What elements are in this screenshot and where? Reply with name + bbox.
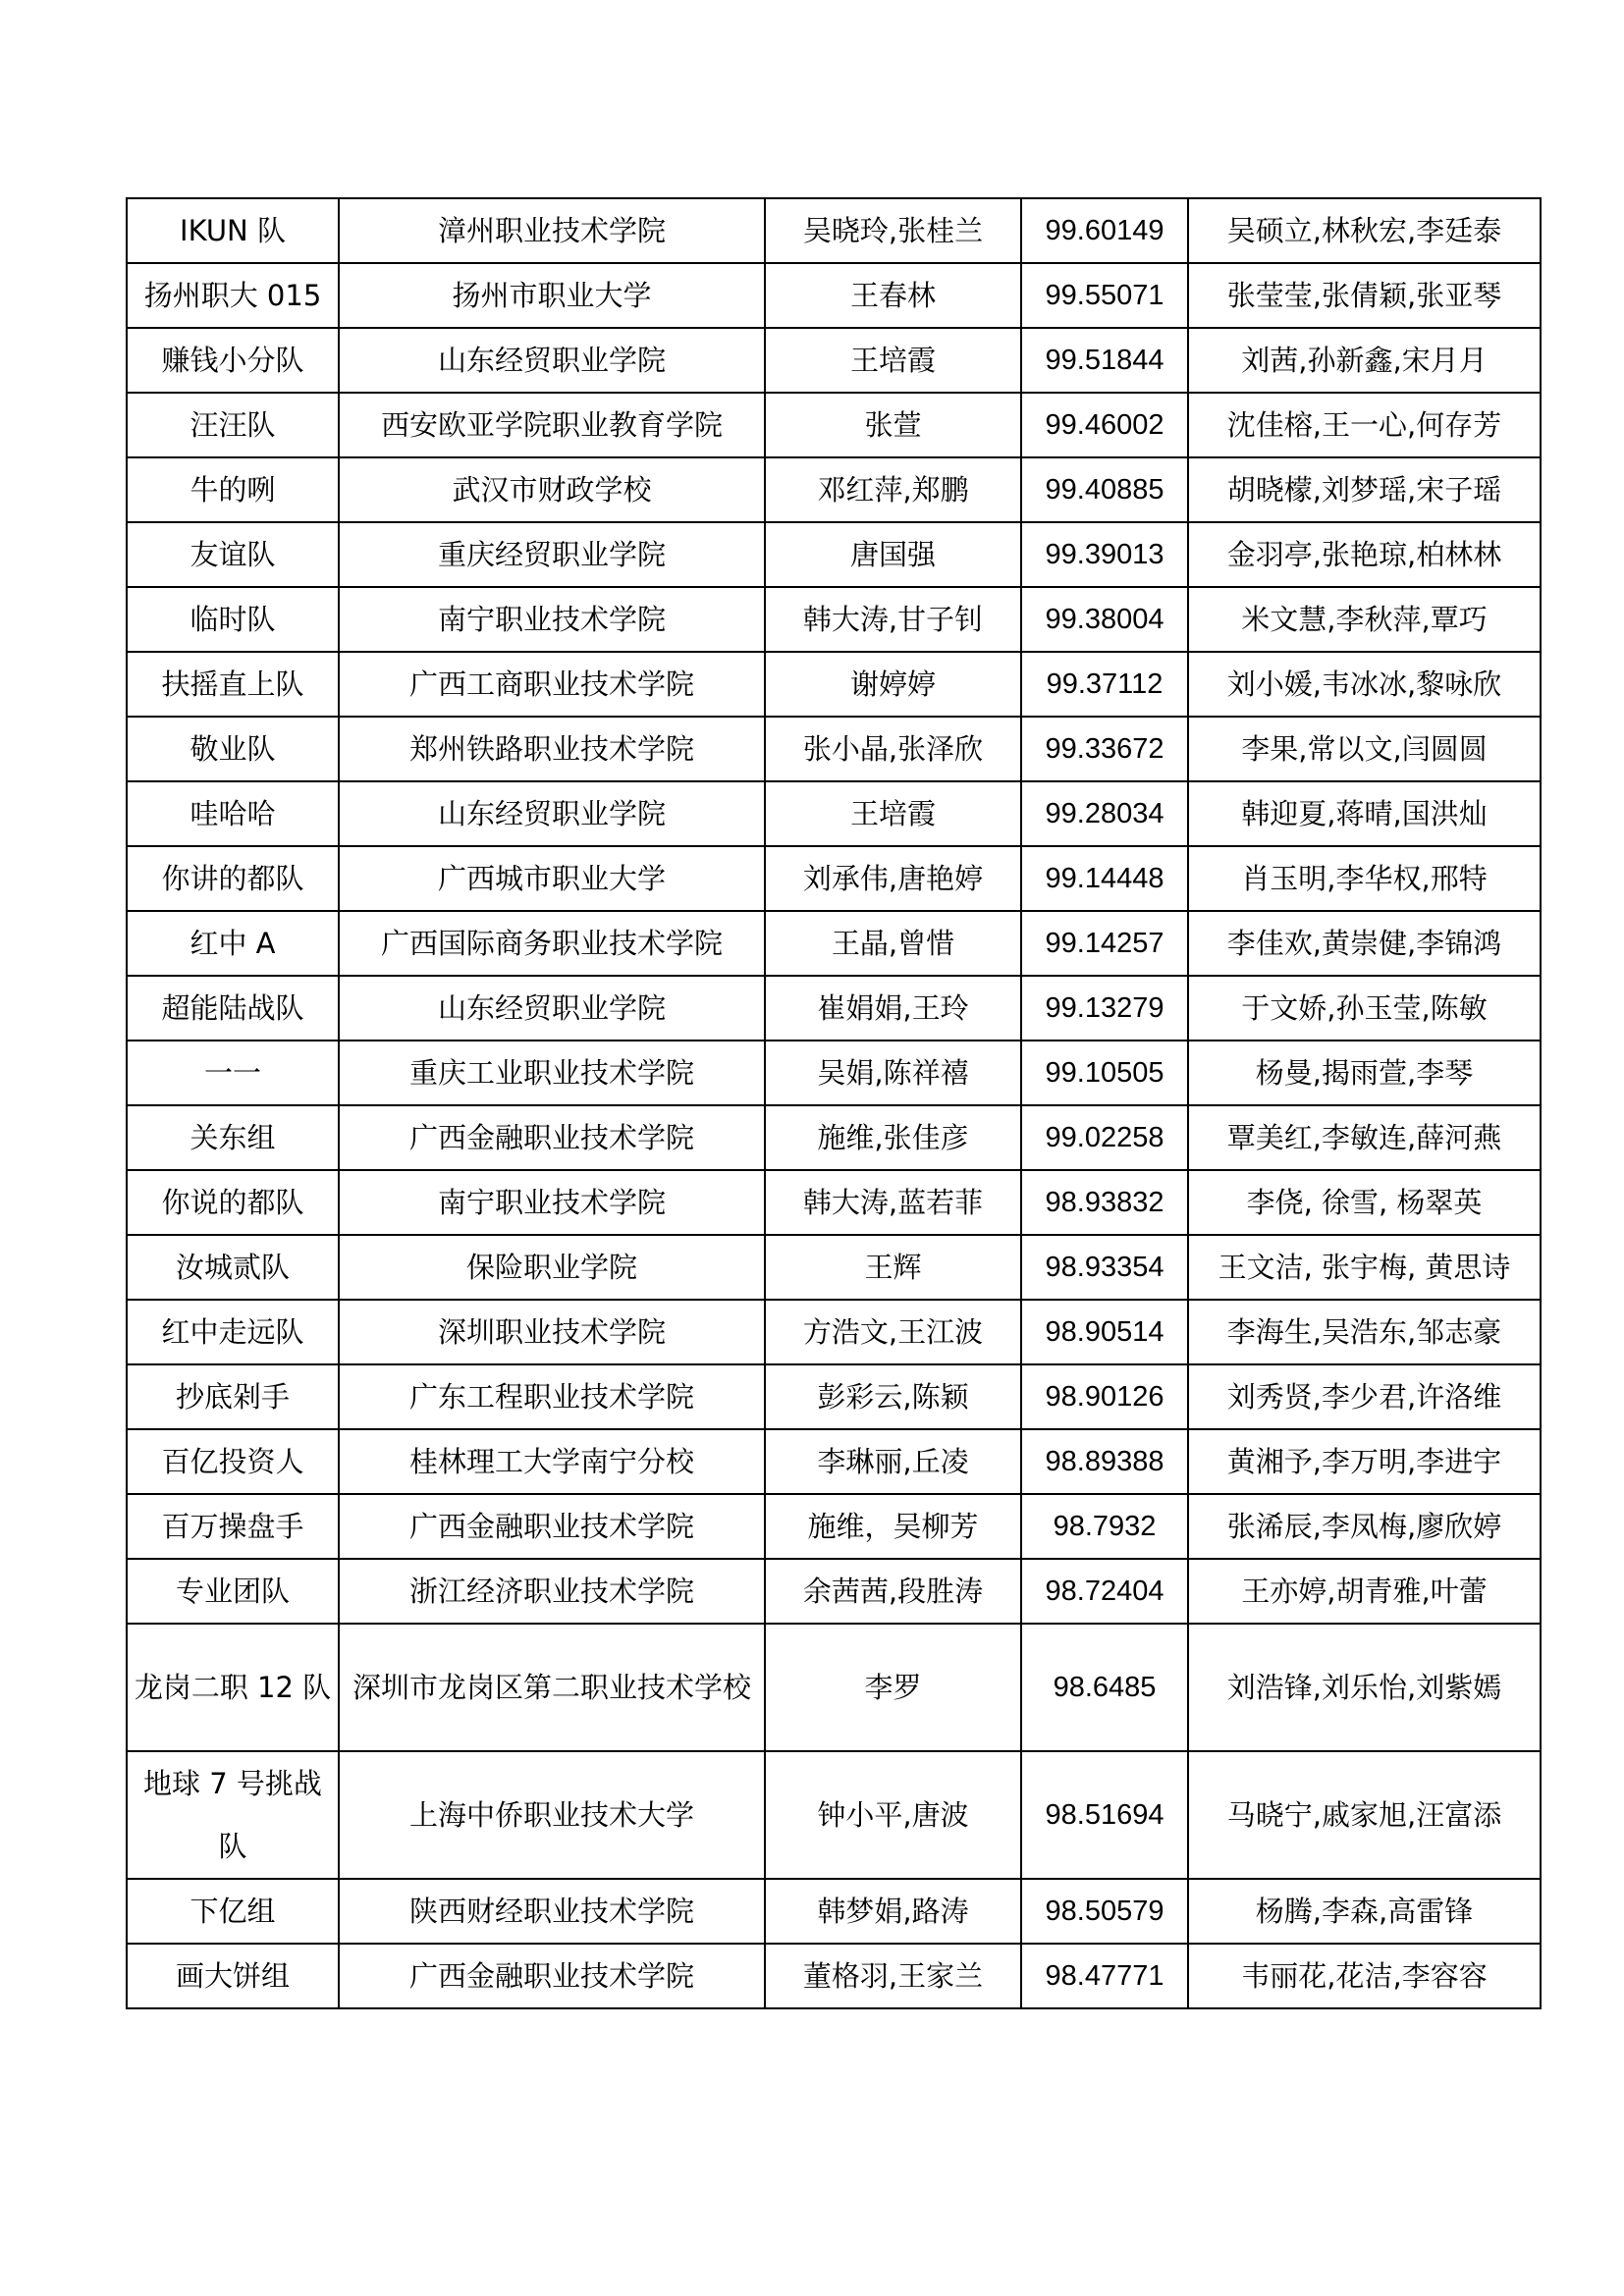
table-row [127, 1624, 1541, 1751]
score-cell: 99.33672 [1021, 717, 1188, 781]
team-name-cell: 临时队 [127, 587, 339, 652]
table-row [127, 393, 1541, 457]
table-row [127, 1429, 1541, 1494]
score-cell: 98.93354 [1021, 1235, 1188, 1300]
school-cell: 广西金融职业技术学院 [339, 1944, 765, 2008]
members-cell: 李佳欢,黄崇健,李锦鸿 [1188, 911, 1541, 976]
score-cell: 99.10505 [1021, 1041, 1188, 1105]
table-row [127, 976, 1541, 1041]
table-row [127, 198, 1541, 263]
score-cell: 99.02258 [1021, 1105, 1188, 1170]
team-name-cell: 汝城贰队 [127, 1235, 339, 1300]
team-name-cell: 画大饼组 [127, 1944, 339, 2008]
school-cell: 广西工商职业技术学院 [339, 652, 765, 717]
team-name-cell: 汪汪队 [127, 393, 339, 457]
members-cell: 韩迎夏,蒋晴,国洪灿 [1188, 781, 1541, 846]
teacher-cell: 王晶,曾惜 [765, 911, 1021, 976]
teacher-cell: 李罗 [765, 1624, 1021, 1751]
members-cell: 胡晓檬,刘梦瑶,宋子瑶 [1188, 457, 1541, 522]
school-cell: 广东工程职业技术学院 [339, 1364, 765, 1429]
table-row [127, 1235, 1541, 1300]
score-cell: 99.51844 [1021, 328, 1188, 393]
team-name-cell: 你讲的都队 [127, 846, 339, 911]
team-name-cell: 哇哈哈 [127, 781, 339, 846]
score-cell: 99.37112 [1021, 652, 1188, 717]
members-cell: 刘茜,孙新鑫,宋月月 [1188, 328, 1541, 393]
score-cell: 98.6485 [1021, 1624, 1188, 1751]
school-cell: 深圳职业技术学院 [339, 1300, 765, 1364]
score-cell: 99.28034 [1021, 781, 1188, 846]
teacher-cell: 王辉 [765, 1235, 1021, 1300]
school-cell: 重庆工业职业技术学院 [339, 1041, 765, 1105]
team-name-cell: 超能陆战队 [127, 976, 339, 1041]
school-cell: 南宁职业技术学院 [339, 587, 765, 652]
table-row [127, 522, 1541, 587]
teacher-cell: 彭彩云,陈颖 [765, 1364, 1021, 1429]
table-row [127, 457, 1541, 522]
score-cell: 98.51694 [1021, 1751, 1188, 1879]
score-cell: 98.47771 [1021, 1944, 1188, 2008]
table-row [127, 1300, 1541, 1364]
teacher-cell: 邓红萍,郑鹏 [765, 457, 1021, 522]
team-name-cell: 友谊队 [127, 522, 339, 587]
members-cell: 王亦婷,胡青雅,叶蕾 [1188, 1559, 1541, 1624]
school-cell: 广西国际商务职业技术学院 [339, 911, 765, 976]
team-name-cell: 赚钱小分队 [127, 328, 339, 393]
members-cell: 覃美红,李敏连,薛河燕 [1188, 1105, 1541, 1170]
school-cell: 山东经贸职业学院 [339, 328, 765, 393]
team-name-cell: 专业团队 [127, 1559, 339, 1624]
team-name-cell: 你说的都队 [127, 1170, 339, 1235]
score-cell: 98.90514 [1021, 1300, 1188, 1364]
table-row [127, 1170, 1541, 1235]
teacher-cell: 韩大涛,甘子钊 [765, 587, 1021, 652]
score-cell: 99.60149 [1021, 198, 1188, 263]
school-cell: 浙江经济职业技术学院 [339, 1559, 765, 1624]
teacher-cell: 钟小平,唐波 [765, 1751, 1021, 1879]
teacher-cell: 崔娟娟,王玲 [765, 976, 1021, 1041]
team-name-cell: 百亿投资人 [127, 1429, 339, 1494]
table-row [127, 1041, 1541, 1105]
members-cell: 李海生,吴浩东,邹志豪 [1188, 1300, 1541, 1364]
school-cell: 上海中侨职业技术大学 [339, 1751, 765, 1879]
school-cell: 广西城市职业大学 [339, 846, 765, 911]
teacher-cell: 吴娟,陈祥禧 [765, 1041, 1021, 1105]
team-name-cell: 红中 A [127, 911, 339, 976]
score-cell: 99.14448 [1021, 846, 1188, 911]
results-table [126, 197, 1542, 2009]
team-name-cell: 牛的咧 [127, 457, 339, 522]
teacher-cell: 张萱 [765, 393, 1021, 457]
score-cell: 98.7932 [1021, 1494, 1188, 1559]
table-row [127, 717, 1541, 781]
members-cell: 刘秀贤,李少君,许洛维 [1188, 1364, 1541, 1429]
teacher-cell: 李琳丽,丘凌 [765, 1429, 1021, 1494]
school-cell: 深圳市龙岗区第二职业技术学校 [339, 1624, 765, 1751]
table-row [127, 911, 1541, 976]
school-cell: 保险职业学院 [339, 1235, 765, 1300]
teacher-cell: 吴晓玲,张桂兰 [765, 198, 1021, 263]
teacher-cell: 王培霞 [765, 781, 1021, 846]
teacher-cell: 施维，吴柳芳 [765, 1494, 1021, 1559]
members-cell: 杨曼,揭雨萱,李琴 [1188, 1041, 1541, 1105]
teacher-cell: 王培霞 [765, 328, 1021, 393]
members-cell: 李果,常以文,闫圆圆 [1188, 717, 1541, 781]
members-cell: 肖玉明,李华权,邢特 [1188, 846, 1541, 911]
members-cell: 马晓宁,戚家旭,汪富添 [1188, 1751, 1541, 1879]
school-cell: 广西金融职业技术学院 [339, 1105, 765, 1170]
teacher-cell: 王春林 [765, 263, 1021, 328]
teacher-cell: 余茜茜,段胜涛 [765, 1559, 1021, 1624]
school-cell: 山东经贸职业学院 [339, 976, 765, 1041]
members-cell: 杨腾,李森,高雷锋 [1188, 1879, 1541, 1944]
table-row [127, 1364, 1541, 1429]
team-name-cell: 下亿组 [127, 1879, 339, 1944]
team-name-cell: 扶摇直上队 [127, 652, 339, 717]
members-cell: 吴硕立,林秋宏,李廷泰 [1188, 198, 1541, 263]
members-cell: 韦丽花,花洁,李容容 [1188, 1944, 1541, 2008]
school-cell: 西安欧亚学院职业教育学院 [339, 393, 765, 457]
school-cell: 陕西财经职业技术学院 [339, 1879, 765, 1944]
score-cell: 98.72404 [1021, 1559, 1188, 1624]
teacher-cell: 韩梦娟,路涛 [765, 1879, 1021, 1944]
table-row [127, 587, 1541, 652]
team-name-cell: 扬州职大 015 [127, 263, 339, 328]
school-cell: 广西金融职业技术学院 [339, 1494, 765, 1559]
team-name-cell: IKUN 队 [127, 198, 339, 263]
table-row [127, 263, 1541, 328]
team-name-cell: 地球 7 号挑战队 [127, 1751, 339, 1879]
score-cell: 98.93832 [1021, 1170, 1188, 1235]
score-cell: 99.14257 [1021, 911, 1188, 976]
score-cell: 98.50579 [1021, 1879, 1188, 1944]
table-row [127, 652, 1541, 717]
teacher-cell: 刘承伟,唐艳婷 [765, 846, 1021, 911]
school-cell: 郑州铁路职业技术学院 [339, 717, 765, 781]
members-cell: 张莹莹,张倩颖,张亚琴 [1188, 263, 1541, 328]
teacher-cell: 唐国强 [765, 522, 1021, 587]
score-cell: 98.89388 [1021, 1429, 1188, 1494]
table-row [127, 328, 1541, 393]
members-cell: 刘浩锋,刘乐怡,刘紫嫣 [1188, 1624, 1541, 1751]
team-name-cell: 一一 [127, 1041, 339, 1105]
score-cell: 99.46002 [1021, 393, 1188, 457]
team-name-cell: 抄底剁手 [127, 1364, 339, 1429]
members-cell: 李侥, 徐雪, 杨翠英 [1188, 1170, 1541, 1235]
members-cell: 金羽亭,张艳琼,柏林林 [1188, 522, 1541, 587]
score-cell: 99.38004 [1021, 587, 1188, 652]
score-cell: 99.39013 [1021, 522, 1188, 587]
score-cell: 99.55071 [1021, 263, 1188, 328]
score-cell: 98.90126 [1021, 1364, 1188, 1429]
team-name-cell: 龙岗二职 12 队 [127, 1624, 339, 1751]
school-cell: 山东经贸职业学院 [339, 781, 765, 846]
members-cell: 刘小媛,韦冰冰,黎咏欣 [1188, 652, 1541, 717]
school-cell: 武汉市财政学校 [339, 457, 765, 522]
table-row [127, 1944, 1541, 2008]
team-name-cell: 关东组 [127, 1105, 339, 1170]
team-name-cell: 红中走远队 [127, 1300, 339, 1364]
school-cell: 南宁职业技术学院 [339, 1170, 765, 1235]
score-cell: 99.13279 [1021, 976, 1188, 1041]
school-cell: 桂林理工大学南宁分校 [339, 1429, 765, 1494]
teacher-cell: 谢婷婷 [765, 652, 1021, 717]
teacher-cell: 董格羽,王家兰 [765, 1944, 1021, 2008]
school-cell: 重庆经贸职业学院 [339, 522, 765, 587]
school-cell: 漳州职业技术学院 [339, 198, 765, 263]
team-name-cell: 百万操盘手 [127, 1494, 339, 1559]
members-cell: 于文娇,孙玉莹,陈敏 [1188, 976, 1541, 1041]
table-row [127, 1559, 1541, 1624]
members-cell: 黄湘予,李万明,李进宇 [1188, 1429, 1541, 1494]
results-table-body [127, 198, 1541, 2008]
teacher-cell: 韩大涛,蓝若菲 [765, 1170, 1021, 1235]
members-cell: 张浠辰,李凤梅,廖欣婷 [1188, 1494, 1541, 1559]
members-cell: 王文洁, 张宇梅, 黄思诗 [1188, 1235, 1541, 1300]
score-cell: 99.40885 [1021, 457, 1188, 522]
teacher-cell: 施维,张佳彦 [765, 1105, 1021, 1170]
teacher-cell: 方浩文,王江波 [765, 1300, 1021, 1364]
school-cell: 扬州市职业大学 [339, 263, 765, 328]
table-row [127, 781, 1541, 846]
table-row [127, 846, 1541, 911]
teacher-cell: 张小晶,张泽欣 [765, 717, 1021, 781]
table-row [127, 1494, 1541, 1559]
members-cell: 米文慧,李秋萍,覃巧 [1188, 587, 1541, 652]
table-row [127, 1751, 1541, 1879]
team-name-cell: 敬业队 [127, 717, 339, 781]
table-row [127, 1105, 1541, 1170]
table-row [127, 1879, 1541, 1944]
members-cell: 沈佳榕,王一心,何存芳 [1188, 393, 1541, 457]
